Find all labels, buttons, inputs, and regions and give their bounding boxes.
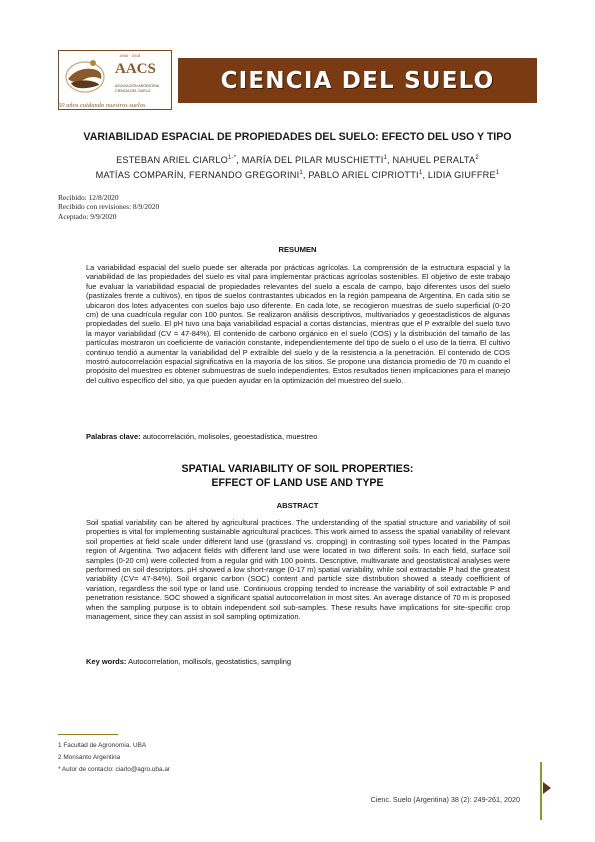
author-affiliation: 1 xyxy=(383,155,388,161)
author-name: FERNANDO GREGORINI xyxy=(189,169,300,180)
keywords-list-en: Autocorrelation, mollisols, geostatistics, sampling xyxy=(126,657,292,666)
footnote-divider xyxy=(58,734,118,735)
footnote-item: * Autor de contacto: ciarlo@agro.uba.ar xyxy=(58,766,170,774)
author-affiliation: 1 xyxy=(418,169,423,176)
date-received: Recibido: 12/8/2020 xyxy=(58,193,119,202)
abstract-heading: ABSTRACT xyxy=(276,501,319,510)
logo-tagline: 60 años cuidando nuestros suelos xyxy=(58,102,146,109)
author-name: NAHUEL PERALTA xyxy=(392,155,476,166)
footnote-item: 1 Facultad de Agronomía. UBA xyxy=(58,742,147,749)
logo-acronym: AACS xyxy=(115,61,156,77)
title-en-line-1: SPATIAL VARIABILITY OF SOIL PROPERTIES: xyxy=(181,463,414,475)
keywords-en xyxy=(86,657,510,666)
author-line-1: ESTEBAN ARIEL $CIARLO^{1-*}$, MARÍA DEL PILAR MUSCHIETTI$^1$, NAHUEL PERALTA$^2$ xyxy=(116,155,479,166)
author-list xyxy=(58,152,537,181)
date-revised: Recibido con revisiones: 8/9/2020 xyxy=(58,202,160,212)
resumen-heading: RESUMEN xyxy=(278,245,317,254)
article-title-en xyxy=(58,462,537,490)
journal-banner xyxy=(178,58,537,103)
footnote-item: 2 Monsanto Argentina xyxy=(58,754,121,762)
logo-years: 1958 · 2018 xyxy=(119,53,141,58)
submission-dates xyxy=(58,193,159,221)
author-name: ESTEBAN ARIEL CIARLO xyxy=(116,155,228,166)
keywords-label-es: Palabras clave: xyxy=(86,432,141,441)
footnotes xyxy=(58,740,170,777)
author-affiliation: 1 xyxy=(299,169,303,176)
page-edge-bar xyxy=(540,762,542,820)
date-accepted: Aceptado: 9/9/2020 xyxy=(58,211,117,221)
keywords-es xyxy=(86,432,510,441)
article-title-es: VARIABILIDAD ESPACIAL DE PROPIEDADES DEL SUELO: EFECTO DEL USO Y TIPO xyxy=(83,131,512,143)
abstract-text: Soil spatial variability can be altered by agricultural practices. The understanding of the spatial structure and variability of soil properties is vital for implementing sustainable agricultural practices. This work aimed to assess the spatial variability of relevant soil properties at field scale under different land use (grassland vs. cropping) in contrasting soil types located in the Pampas region of Argentina. Two adjacent fields with different land use were located in two different soils. In each field, surface soil samples (0-20 cm) were collected from a regular grid with 100 points. Descriptive, multivariate and geostatistical analyses were performed on soil descriptors. pH showed a low short-range (0-17 m) spatial variability, while soil extractable P had the greatest variability (CV= 47-84%). Soil organic carbon (SOC) content and particle size distribution showed a steady coefficient of variation, regardless the soil type or land use. Continuous cropping tended to increase the variability of soil extractable P and penetration resistance. SOC showed a significant spatial autocorrelation in most sites. An average distance of 70 m is proposed when the sampling purpose is to obtain independent soil sub-samples. These results have implications for site-specific crop management, since they can assist in soil sampling optimization. xyxy=(86,518,510,622)
keywords-list-es: autocorrelación, molisoles, geoestadística, muestreo xyxy=(140,432,318,441)
author-name: LIDIA GIUFFRE xyxy=(427,169,496,180)
author-name: PABLO ARIEL CIPRIOTTI xyxy=(308,169,419,180)
keywords-label-en: Key words: xyxy=(86,657,127,666)
author-affiliation: 2 xyxy=(475,155,479,161)
journal-title: CIENCIA DEL SUELO xyxy=(220,67,495,94)
journal-logo xyxy=(58,50,172,110)
author-name: MATÍAS COMPARÍN xyxy=(95,169,184,180)
journal-citation: Cienc. Suelo (Argentina) 38 (2): 249-261, 2020 xyxy=(370,795,520,804)
author-affiliation: 1 xyxy=(495,169,500,176)
next-page-arrow-icon[interactable] xyxy=(543,782,551,794)
author-affiliation: 1-* xyxy=(228,155,237,161)
title-en-line-2: EFFECT OF LAND USE AND TYPE xyxy=(211,477,384,489)
author-line-2: MATÍAS COMPARÍN, FERNANDO GREGORINI$^1$, PABLO ARIEL CIPRIOTTI$^1$, LIDIA GIUFFRE$^1$ xyxy=(95,169,500,180)
author-name: MARÍA DEL PILAR MUSCHIETTI xyxy=(241,155,384,166)
logo-association-name: ASOCIACIÓN ARGENTINA CIENCIA DEL SUELO xyxy=(115,84,160,93)
soil-swirl-icon xyxy=(63,55,107,95)
resumen-text: La variabilidad espacial del suelo puede ser alterada por prácticas agrícolas. La comprensión de la estructura espacial y la variabilidad de las propiedades del suelo es vital para implementar prácticas agrícolas sostenibles. El objetivo de este trabajo fue evaluar la variabilidad espacial de propiedades relevantes del suelo a escala de campo, bajo diferentes usos del suelo (pastizales frente a cultivos), en tipos de suelos contrastantes ubicados en la región pampeana de Argentina. En cada sitio se ubicaron dos lotes adyacentes con suelos bajo uso diferente. En cada lote, se recogieron muestras de suelo superficial (0-20 cm) de una cuadrícula regular con 100 puntos. Se realizaron análisis descriptivos, multivariados y geoestadísticos de algunas propiedades del suelo. El pH tuvo una baja variabilidad espacial a cortas distancias, mientras que el P extraíble del suelo tuvo la mayor variabilidad (CV = 47-84%). El contenido de carbono orgánico en el suelo (COS) y la distribución del tamaño de las partículas mostraron un coeficiente de variación constante, independientemente del tipo de suelo o el uso de la tierra. El cultivo continuo tendió a aumentar la variabilidad del P extraíble del suelo y de la resistencia a la penetración. El contenido de COS mostró autocorrelación espacial significativa en la mayoría de los sitios. Se propone una distancia promedio de 70 m cuando el propósito del muestreo es obtener submuestras de suelo independientes. Estos resultados tienen implicaciones para el manejo del cultivo específico del sitio, ya que pueden ayudar en la optimización del muestreo del suelo. xyxy=(86,263,510,385)
